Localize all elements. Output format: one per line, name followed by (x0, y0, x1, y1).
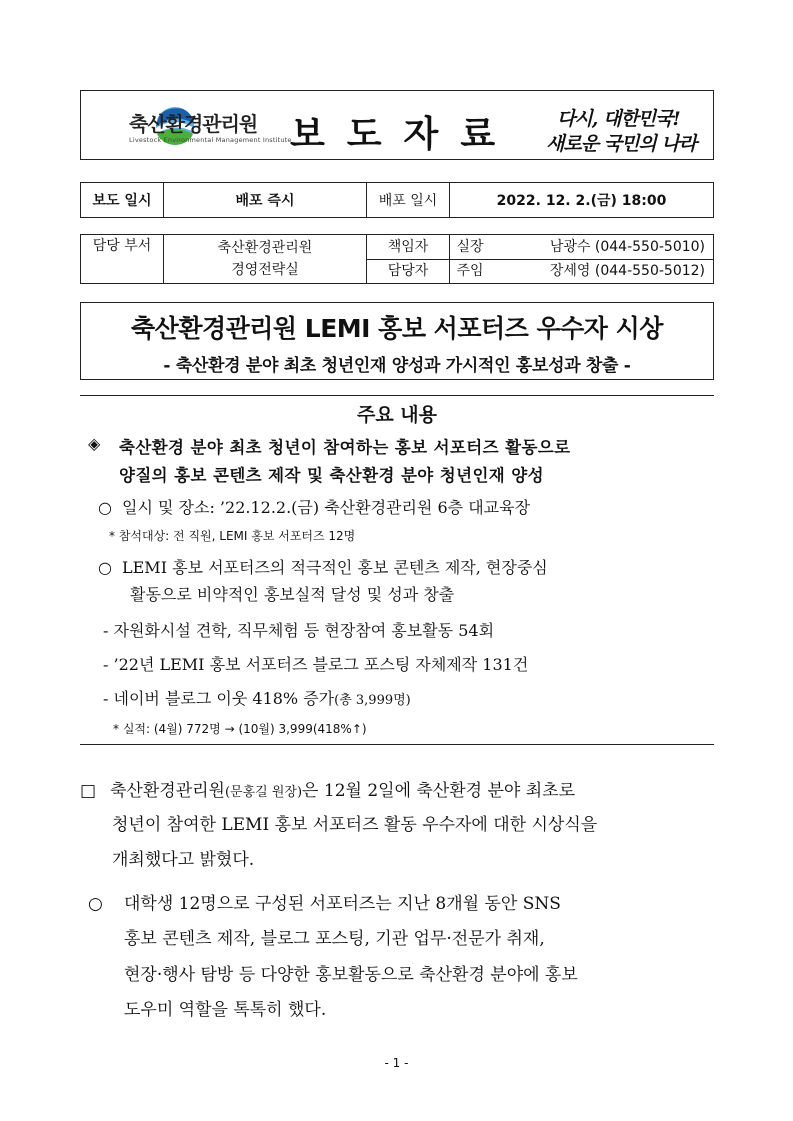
page-number: - 1 - (384, 1056, 409, 1070)
dash3-paren: (총 3,999명) (334, 693, 411, 708)
summary-bullet1 (98, 495, 530, 518)
summary-note1: * 참석대상: 전 직원, LEMI 홍보 서포터즈 12명 (109, 529, 356, 543)
p1-start: 축산환경관리원 (110, 781, 225, 801)
p1-rest: 은 12월 2일에 축산환경 분야 최초로 (302, 781, 575, 801)
summary-note2: * 실적: (4월) 772명 → (10월) 3,999(418%↑) (113, 722, 367, 736)
highlight-line2: 양질의 홍보 콘텐츠 제작 및 축산환경 분야 청년인재 양성 (119, 466, 544, 485)
dash3-main: - 네이버 블로그 이웃 418% 증가 (103, 689, 335, 708)
p1-paren: (문홍길 원장) (224, 785, 303, 800)
p2-text1: 대학생 12명으로 구성된 서포터즈는 지난 8개월 동안 SNS (124, 894, 561, 914)
summary-dash2: - ’22년 LEMI 홍보 서포터즈 블로그 포스팅 자체제작 131건 (103, 655, 529, 674)
dept-line2: 경영전략실 (231, 262, 299, 278)
summary-bullet2-line1 (98, 555, 548, 578)
dept-value (164, 235, 367, 284)
circle-bullet-icon: ○ (98, 498, 112, 517)
body-para1-line2: 청년이 참여한 LEMI 홍보 서포터즈 활동 우수자에 대한 시상식을 (112, 815, 598, 835)
role-staff: 담당자 (367, 259, 450, 284)
bullet2-text1: LEMI 홍보 서포터즈의 적극적인 홍보 콘텐츠 제작, 현장중심 (122, 558, 548, 577)
body-para2-line2: 홍보 콘텐츠 제작, 블로그 포스팅, 기관 업무·전문가 취재, (124, 929, 545, 949)
summary-dash3 (103, 686, 411, 709)
logo-name: 축산환경관리원 (129, 112, 258, 136)
body-para2-line3: 현장·행사 탐방 등 다양한 홍보활동으로 축산환경 분야에 홍보 (124, 965, 578, 985)
person-manager: 남광수 (044-550-5010) (490, 235, 714, 260)
dept-line1: 축산환경관리원 (217, 240, 313, 256)
headline-main: 축산환경관리원 LEMI 홍보 서포터즈 우수자 시상 (131, 314, 663, 343)
title-manager: 실장 (450, 235, 491, 260)
summary-title: 주요 내용 (356, 404, 438, 426)
dept-label: 담당 부서 (81, 235, 164, 284)
circle-bullet-icon: ○ (98, 558, 112, 577)
summary-top-divider (80, 395, 714, 396)
slogan-line2: 새로운 국민의 나라 (546, 133, 697, 155)
release-label: 보도 일시 (81, 183, 164, 218)
release-value: 배포 즉시 (164, 183, 367, 218)
body-para1-line1 (80, 776, 575, 801)
diamond-bullet-icon: ◈ (88, 434, 101, 453)
body-para1-line3: 개최했다고 밝혔다. (112, 850, 255, 870)
contact-table (80, 234, 714, 284)
release-table (80, 182, 714, 218)
body-para2-line1 (88, 889, 561, 914)
bullet1-text: 일시 및 장소: ’22.12.2.(금) 축산환경관리원 6층 대교육장 (122, 498, 531, 517)
summary-bottom-divider (80, 744, 714, 745)
logo-subtitle: Livestock Environmental Management Institute (129, 136, 292, 144)
summary-bullet2-line2: 활동으로 비약적인 홍보실적 달성 및 성과 창출 (130, 585, 455, 604)
role-manager: 책임자 (367, 235, 450, 260)
highlight-line1: 축산환경 분야 최초 청년이 참여하는 홍보 서포터즈 활동으로 (119, 438, 571, 457)
distribution-value: 2022. 12. 2.(금) 18:00 (450, 183, 714, 218)
slogan-line1: 다시, 대한민국! (557, 108, 680, 130)
headline-sub: - 축산환경 분야 최초 청년인재 양성과 가시적인 홍보성과 창출 - (163, 356, 631, 376)
body-para2-line4: 도우미 역할을 톡톡히 했다. (124, 1000, 327, 1020)
square-bullet-icon: □ (80, 781, 97, 801)
title-staff: 주임 (450, 259, 491, 284)
circle-bullet-icon: ○ (88, 894, 103, 914)
distribution-label: 배포 일시 (367, 183, 450, 218)
summary-dash1: - 자원화시설 견학, 직무체험 등 현장참여 홍보활동 54회 (103, 621, 495, 640)
person-staff: 장세영 (044-550-5012) (490, 259, 714, 284)
press-title: 보도자료 (290, 114, 518, 155)
